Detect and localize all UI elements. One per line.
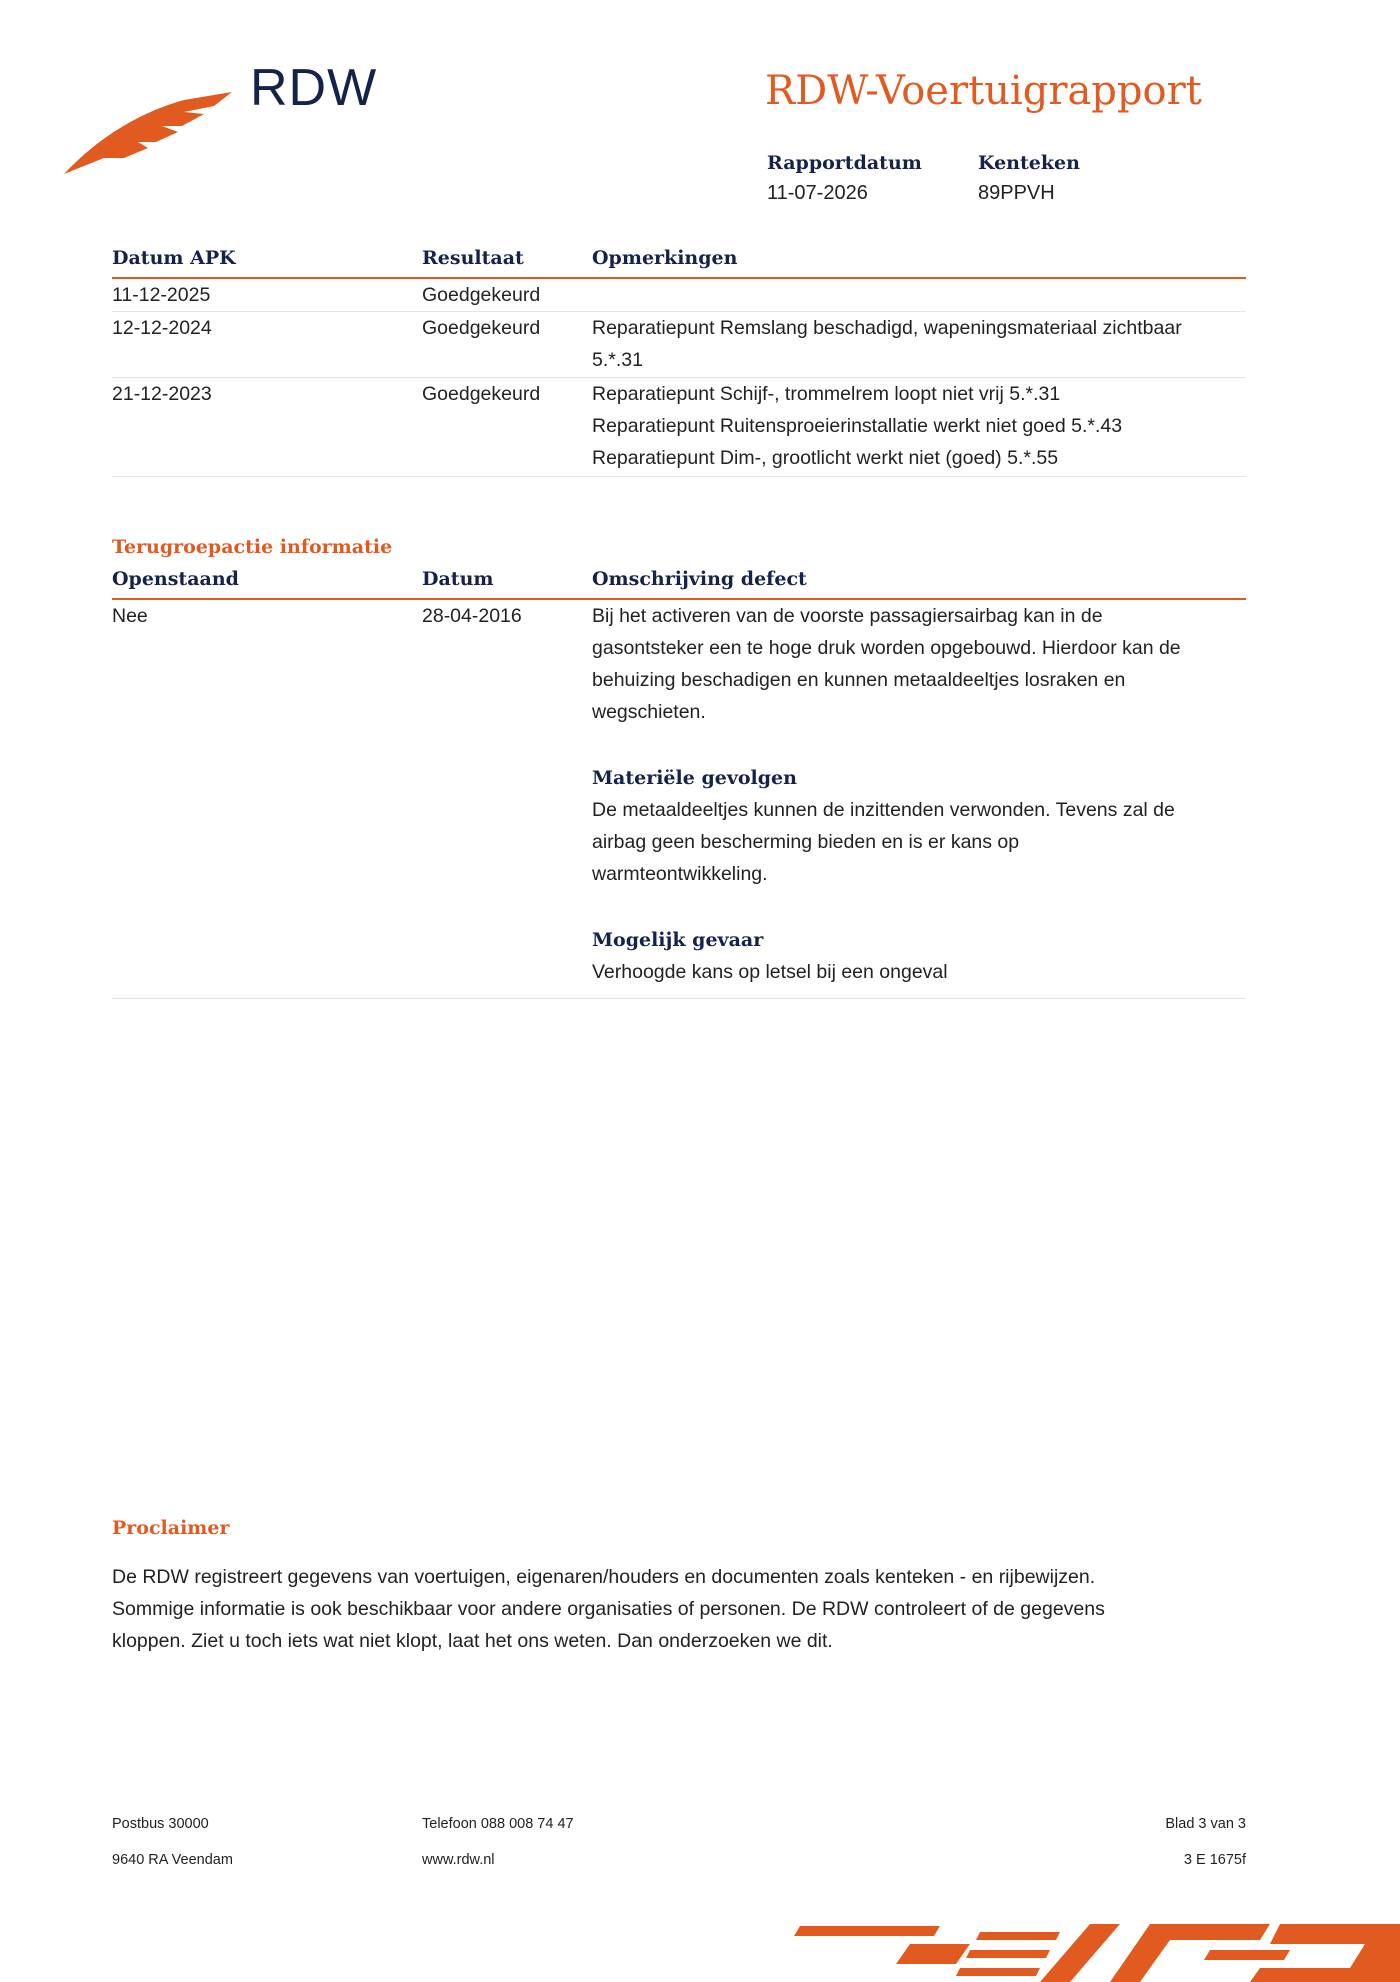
footer-website-link[interactable]: www.rdw.nl [422, 1852, 495, 1868]
proclaimer-text [112, 1561, 1272, 1657]
recall-row [112, 600, 1246, 999]
danger-line: Verhoogde kans op letsel bij een ongeval [592, 961, 948, 983]
logo-text: RDW [250, 59, 378, 117]
recall-col-description: Omschrijving defect [592, 568, 807, 590]
apk-remark-line: Reparatiepunt Ruitensproeierinstallatie werkt niet goed 5.*.43 [592, 415, 1123, 437]
proclaimer-line: Sommige informatie is ook beschikbaar voor andere organisaties of personen. De RDW controleert of de gegevens [112, 1598, 1105, 1620]
apk-date: 21-12-2023 [112, 383, 212, 405]
apk-remarks [592, 312, 1246, 376]
apk-remark-line: Reparatiepunt Dim-, grootlicht werkt niet (goed) 5.*.55 [592, 447, 1059, 469]
recall-section-title: Terugroepactie informatie [112, 536, 393, 558]
footer-page-info [1046, 1816, 1246, 1888]
footer-address-line1: Postbus 30000 [112, 1816, 209, 1832]
recall-description-line: Bij het activeren van de voorste passagiersairbag kan in de [592, 605, 1103, 627]
plate-value: 89PPVH [978, 182, 1055, 204]
apk-date: 12-12-2024 [112, 317, 212, 339]
apk-remark-line: Reparatiepunt Schijf-, trommelrem loopt niet vrij 5.*.31 [592, 383, 1061, 405]
apk-result: Goedgekeurd [422, 317, 541, 339]
proclaimer-title: Proclaimer [112, 1517, 230, 1539]
report-date-block [767, 152, 922, 205]
consequences-heading: Materiële gevolgen [592, 767, 797, 789]
consequences-line: airbag geen bescherming bieden en is er kans op [592, 831, 1020, 853]
recall-table [112, 568, 1246, 999]
apk-remarks [592, 378, 1246, 474]
plate-block [978, 152, 1080, 205]
recall-col-open: Openstaand [112, 568, 239, 590]
apk-row [112, 378, 1246, 477]
apk-table [112, 247, 1246, 477]
footer-contact [422, 1816, 574, 1888]
apk-col-result: Resultaat [422, 247, 524, 269]
footer-page-number: Blad 3 van 3 [1165, 1816, 1246, 1832]
plate-label: Kenteken [978, 152, 1080, 174]
footer-phone: Telefoon 088 008 74 47 [422, 1816, 574, 1832]
danger-heading: Mogelijk gevaar [592, 929, 764, 951]
recall-description-line: wegschieten. [592, 701, 706, 723]
recall-details [592, 600, 1246, 988]
report-title: RDW-Voertuigrapport [765, 68, 1202, 114]
recall-description-line: gasontsteker een te hoge druk worden opgebouwd. Hierdoor kan de [592, 637, 1181, 659]
decorative-stripes-icon [790, 1920, 1400, 1982]
apk-row [112, 279, 1246, 312]
apk-col-date: Datum APK [112, 247, 236, 269]
report-date-value: 11-07-2026 [767, 182, 868, 204]
apk-date: 11-12-2025 [112, 284, 211, 306]
recall-col-date: Datum [422, 568, 494, 590]
consequences-line: warmteontwikkeling. [592, 863, 768, 885]
footer-address-line2: 9640 RA Veendam [112, 1852, 233, 1868]
footer-doc-code: 3 E 1675f [1183, 1852, 1246, 1868]
proclaimer-line: kloppen. Ziet u toch iets wat niet klopt, laat het ons weten. Dan onderzoeken we dit. [112, 1630, 833, 1652]
apk-table-header [112, 247, 1246, 279]
apk-remark-line: 5.*.31 [592, 349, 643, 371]
proclaimer [112, 1517, 1272, 1657]
apk-remark-line: Reparatiepunt Remslang beschadigd, wapeningsmateriaal zichtbaar [592, 317, 1182, 339]
proclaimer-line: De RDW registreert gegevens van voertuigen, eigenaren/houders en documenten zoals kenteken - en rijbewijzen. [112, 1566, 1096, 1588]
apk-result: Goedgekeurd [422, 383, 541, 405]
apk-row [112, 312, 1246, 378]
consequences-line: De metaaldeeltjes kunnen de inzittenden verwonden. Tevens zal de [592, 799, 1175, 821]
footer-address [112, 1816, 233, 1888]
apk-col-remarks: Opmerkingen [592, 247, 738, 269]
recall-open: Nee [112, 605, 148, 627]
recall-table-header [112, 568, 1246, 600]
recall-description-line: behuizing beschadigen en kunnen metaaldeeltjes losraken en [592, 669, 1126, 691]
rdw-logo-icon [64, 92, 234, 176]
apk-result: Goedgekeurd [422, 284, 541, 306]
recall-date: 28-04-2016 [422, 605, 522, 627]
report-date-label: Rapportdatum [767, 152, 922, 174]
